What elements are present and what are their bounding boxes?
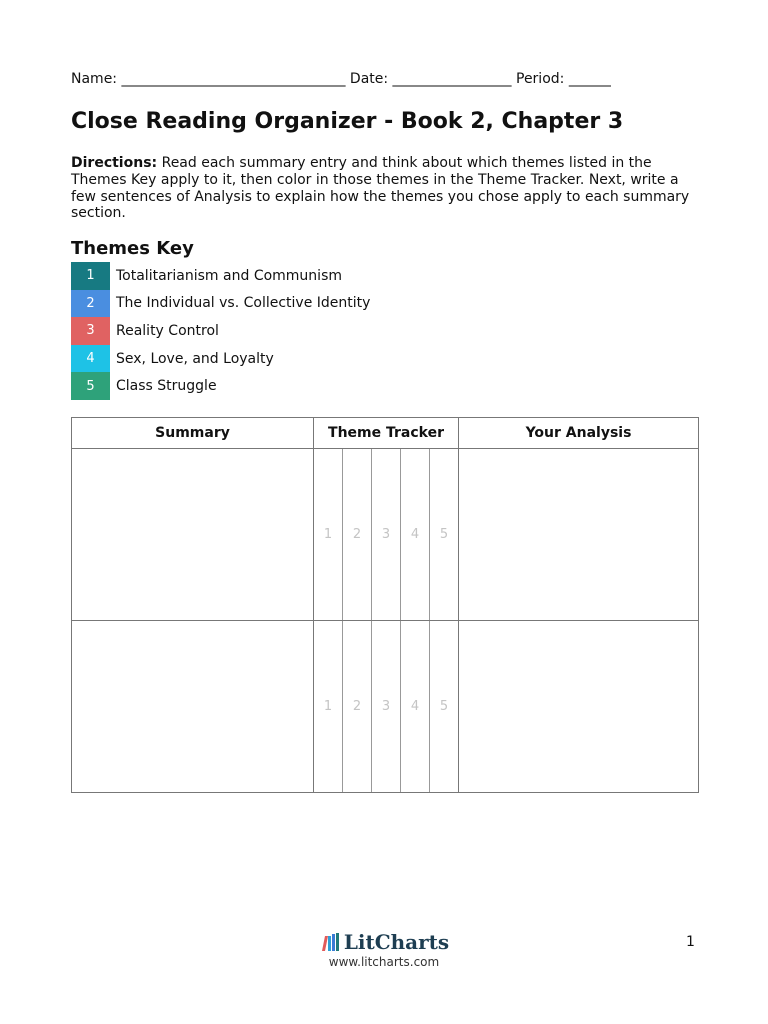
- theme-key-item: [71, 290, 370, 318]
- theme-label: Totalitarianism and Communism: [116, 267, 342, 284]
- litcharts-url: www.litcharts.com: [328, 955, 440, 969]
- tracker-box-5[interactable]: 5: [429, 621, 458, 792]
- theme-key-item: [71, 262, 370, 290]
- litcharts-wordmark: LitCharts: [343, 930, 450, 954]
- page-number: 1: [686, 934, 695, 950]
- table-row: [72, 621, 699, 793]
- theme-label: The Individual vs. Collective Identity: [116, 295, 371, 312]
- student-info-line: Name: ________________________________ Date: _________________ Period: ______: [71, 71, 611, 87]
- themes-key-heading: Themes Key: [71, 238, 194, 259]
- litcharts-bars-icon: [319, 933, 341, 951]
- organizer-table: [71, 417, 699, 793]
- theme-swatch: 3: [71, 317, 110, 345]
- theme-tracker-cell: [314, 621, 459, 793]
- theme-tracker-cell: [314, 449, 459, 621]
- theme-key-item: [71, 317, 370, 345]
- theme-swatch: 5: [71, 372, 110, 400]
- table-row: [72, 449, 699, 621]
- theme-swatch: 4: [71, 345, 110, 373]
- theme-key-item: [71, 372, 370, 400]
- analysis-cell[interactable]: [459, 449, 699, 621]
- tracker-box-3[interactable]: 3: [371, 449, 400, 620]
- theme-label: Sex, Love, and Loyalty: [116, 350, 274, 367]
- tracker-box-2[interactable]: 2: [342, 449, 371, 620]
- table-header-row: [72, 418, 699, 449]
- summary-cell[interactable]: [72, 621, 314, 793]
- theme-swatch: 2: [71, 290, 110, 318]
- tracker-box-4[interactable]: 4: [400, 621, 429, 792]
- theme-key-item: [71, 345, 370, 373]
- tracker-box-1[interactable]: 1: [323, 699, 333, 714]
- summary-column-header: Summary: [72, 418, 314, 449]
- page-title: Close Reading Organizer - Book 2, Chapter 3: [71, 109, 624, 134]
- summary-cell[interactable]: [72, 449, 314, 621]
- tracker-box-5[interactable]: 5: [429, 449, 458, 620]
- theme-swatch: 1: [71, 262, 110, 290]
- directions-paragraph: [71, 155, 697, 222]
- directions-text: Read each summary entry and think about which themes listed in the Themes Key apply to it, then color in those themes in the Theme Tracker. Next, write a few sentences of Analysis to explain how the themes you chose apply to each summary section.: [71, 155, 690, 222]
- tracker-box-1[interactable]: 1: [323, 527, 333, 542]
- directions-label: Directions:: [71, 155, 158, 171]
- themes-key-list: [71, 262, 370, 400]
- theme-label: Class Struggle: [116, 378, 217, 395]
- analysis-cell[interactable]: [459, 621, 699, 793]
- tracker-box-4[interactable]: 4: [400, 449, 429, 620]
- tracker-box-3[interactable]: 3: [371, 621, 400, 792]
- litcharts-logo: [311, 930, 457, 969]
- tracker-box-2[interactable]: 2: [342, 621, 371, 792]
- analysis-column-header: Your Analysis: [459, 418, 699, 449]
- theme-tracker-column-header: Theme Tracker: [314, 418, 459, 449]
- theme-label: Reality Control: [116, 322, 219, 339]
